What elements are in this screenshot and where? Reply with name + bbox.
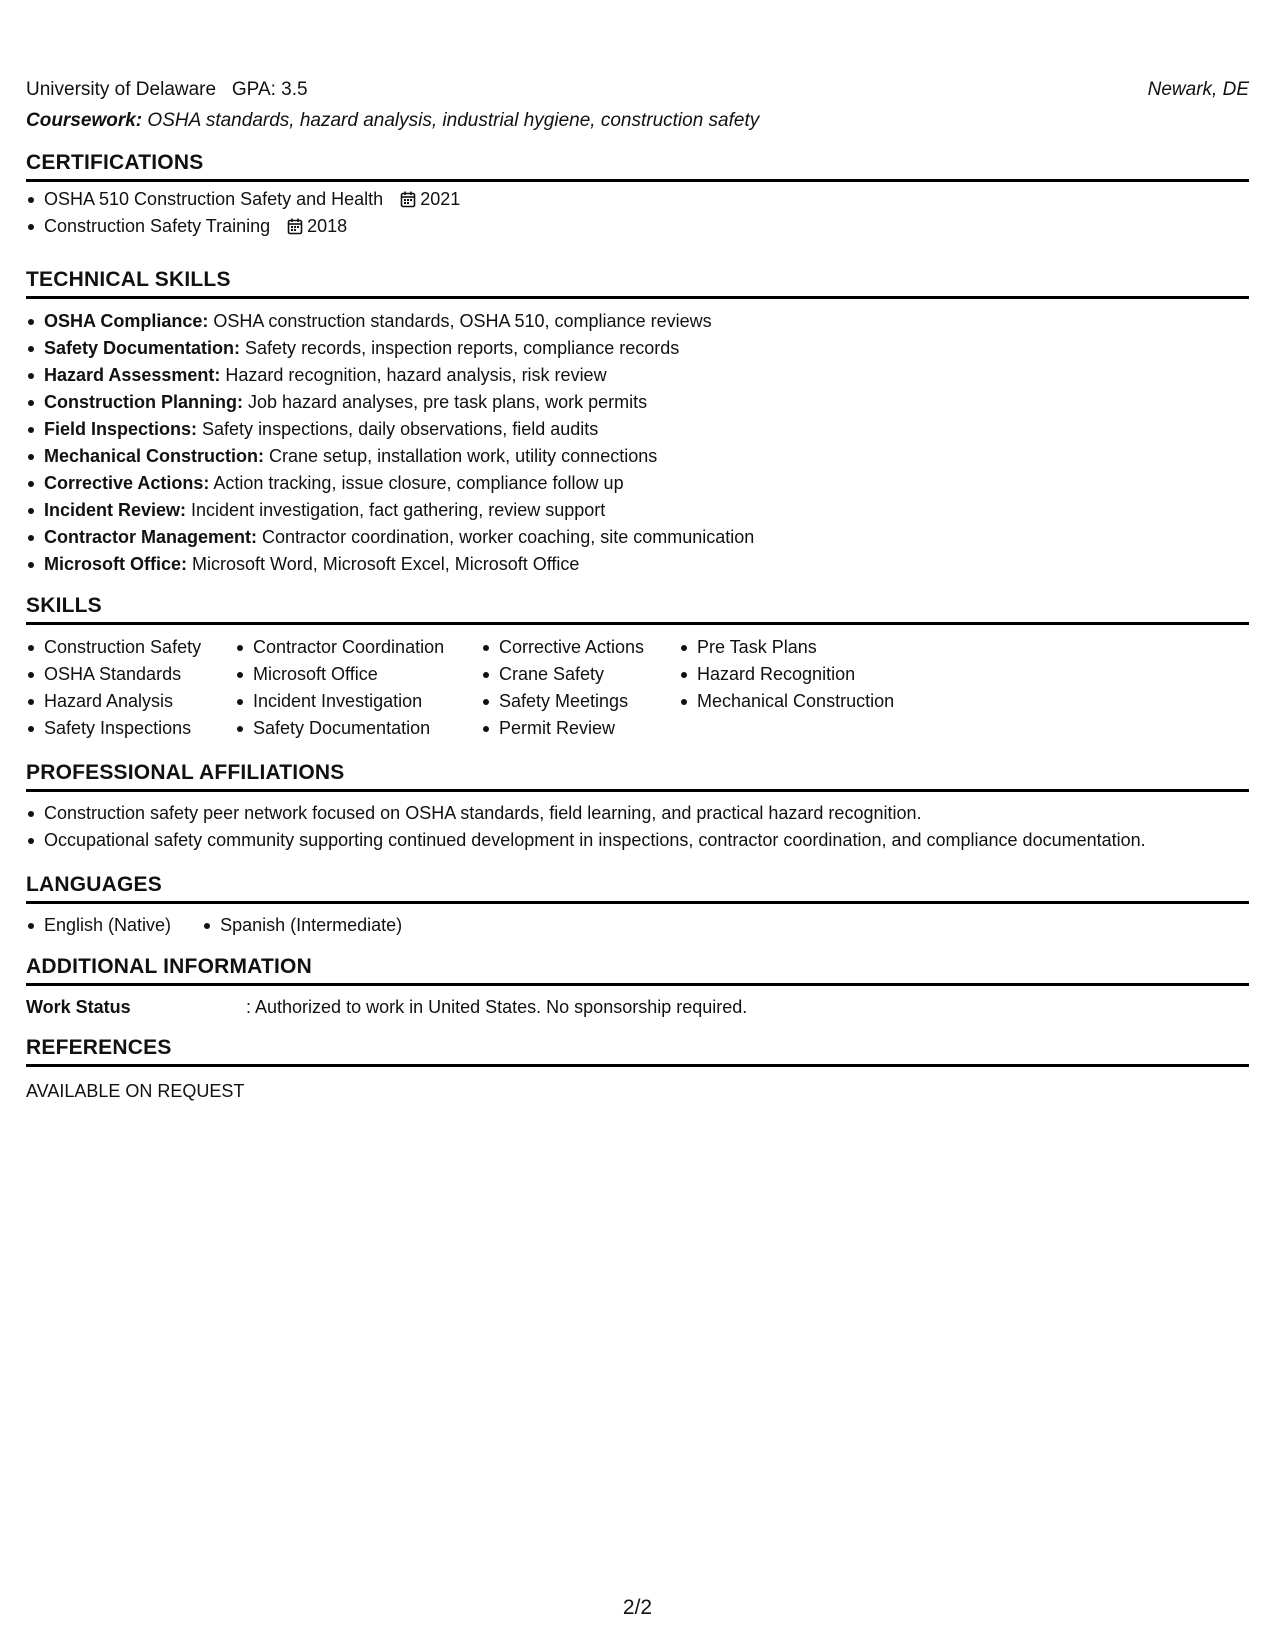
skill-item: Corrective Actions — [481, 634, 644, 661]
references-text: AVAILABLE ON REQUEST — [26, 1081, 245, 1101]
work-status-label: Work Status — [26, 997, 131, 1017]
skill-item: Mechanical Construction — [679, 688, 894, 715]
work-status-value: : Authorized to work in United States. No sponsorship required. — [246, 997, 748, 1017]
languages-list — [26, 912, 402, 939]
technical-skill-item — [26, 551, 754, 578]
skill-item: OSHA Standards — [26, 661, 201, 688]
technical-skill-item — [26, 443, 754, 470]
technical-skill-label: Mechanical Construction: — [44, 446, 265, 466]
skills-column — [26, 634, 201, 742]
section-title-additional-info: ADDITIONAL INFORMATION — [26, 955, 1249, 986]
skill-item: Pre Task Plans — [679, 634, 894, 661]
technical-skill-item — [26, 389, 754, 416]
technical-skill-text: Action tracking, issue closure, compliance follow up — [209, 473, 624, 493]
skill-item: Incident Investigation — [235, 688, 444, 715]
technical-skill-item — [26, 362, 754, 389]
technical-skill-text: Microsoft Word, Microsoft Excel, Microsoft Office — [187, 554, 580, 574]
school-gpa: University of Delaware GPA: 3.5 — [26, 79, 308, 100]
skills-column — [679, 634, 894, 715]
education-row — [26, 79, 1249, 105]
skill-item: Construction Safety — [26, 634, 201, 661]
section-title-languages: LANGUAGES — [26, 873, 1249, 904]
technical-skill-label: Microsoft Office: — [44, 554, 188, 574]
skills-column — [481, 634, 644, 742]
technical-skill-text: OSHA construction standards, OSHA 510, compliance reviews — [208, 311, 712, 331]
technical-skill-item — [26, 524, 754, 551]
technical-skill-label: Construction Planning: — [44, 392, 243, 412]
technical-skill-item — [26, 335, 754, 362]
technical-skill-text: Hazard recognition, hazard analysis, risk review — [220, 365, 607, 385]
skill-item: Microsoft Office — [235, 661, 444, 688]
coursework — [26, 110, 759, 132]
skills-grid — [26, 634, 1249, 742]
skills-column — [235, 634, 444, 742]
certification-year: 2018 — [307, 216, 348, 236]
skill-item: Permit Review — [481, 715, 644, 742]
skill-item: Crane Safety — [481, 661, 644, 688]
certification-item — [26, 186, 460, 213]
skill-item: Hazard Analysis — [26, 688, 201, 715]
certification-year: 2021 — [420, 189, 461, 209]
coursework-text: OSHA standards, hazard analysis, industrial hygiene, construction safety — [142, 110, 760, 131]
technical-skill-text: Safety inspections, daily observations, field audits — [197, 419, 599, 439]
technical-skill-text: Safety records, inspection reports, compliance records — [240, 338, 680, 358]
section-title-technical-skills: TECHNICAL SKILLS — [26, 268, 1249, 299]
technical-skills-list — [26, 308, 754, 578]
technical-skill-text: Incident investigation, fact gathering, review support — [186, 500, 606, 520]
technical-skill-label: Safety Documentation: — [44, 338, 241, 358]
school-location: Newark, DE — [1147, 79, 1249, 100]
technical-skill-label: Corrective Actions: — [44, 473, 210, 493]
skill-item: Safety Documentation — [235, 715, 444, 742]
certifications-list — [26, 186, 460, 240]
technical-skill-item — [26, 470, 754, 497]
section-title-affiliations: PROFESSIONAL AFFILIATIONS — [26, 761, 1249, 792]
section-title-certifications: CERTIFICATIONS — [26, 151, 1249, 182]
language-item: English (Native) — [26, 912, 171, 939]
certification-name: Construction Safety Training — [44, 216, 271, 236]
section-title-references: REFERENCES — [26, 1036, 1249, 1067]
technical-skill-item — [26, 308, 754, 335]
page-number: 2/2 — [622, 1596, 653, 1619]
calendar-icon — [287, 216, 303, 243]
language-item: Spanish (Intermediate) — [202, 912, 402, 939]
technical-skill-label: Hazard Assessment: — [44, 365, 221, 385]
technical-skill-item — [26, 416, 754, 443]
certification-name: OSHA 510 Construction Safety and Health — [44, 189, 384, 209]
coursework-label: Coursework: — [26, 110, 143, 131]
affiliations-list — [26, 800, 1146, 854]
technical-skill-text: Job hazard analyses, pre task plans, work permits — [242, 392, 648, 412]
skill-item: Safety Inspections — [26, 715, 201, 742]
skill-item: Safety Meetings — [481, 688, 644, 715]
affiliation-item: Occupational safety community supporting continued development in inspections, contractor coordination, and compliance documentation. — [26, 827, 1146, 854]
technical-skill-label: OSHA Compliance: — [44, 311, 209, 331]
affiliation-item: Construction safety peer network focused on OSHA standards, field learning, and practical hazard recognition. — [26, 800, 1146, 827]
skill-item: Contractor Coordination — [235, 634, 444, 661]
technical-skill-text: Contractor coordination, worker coaching, site communication — [257, 527, 755, 547]
section-title-skills: SKILLS — [26, 594, 1249, 625]
certification-item — [26, 213, 460, 240]
skill-item: Hazard Recognition — [679, 661, 894, 688]
technical-skill-label: Contractor Management: — [44, 527, 258, 547]
calendar-icon — [400, 189, 416, 216]
work-status-row — [26, 997, 1249, 1023]
technical-skill-text: Crane setup, installation work, utility connections — [264, 446, 658, 466]
technical-skill-item — [26, 497, 754, 524]
technical-skill-label: Incident Review: — [44, 500, 187, 520]
technical-skill-label: Field Inspections: — [44, 419, 198, 439]
